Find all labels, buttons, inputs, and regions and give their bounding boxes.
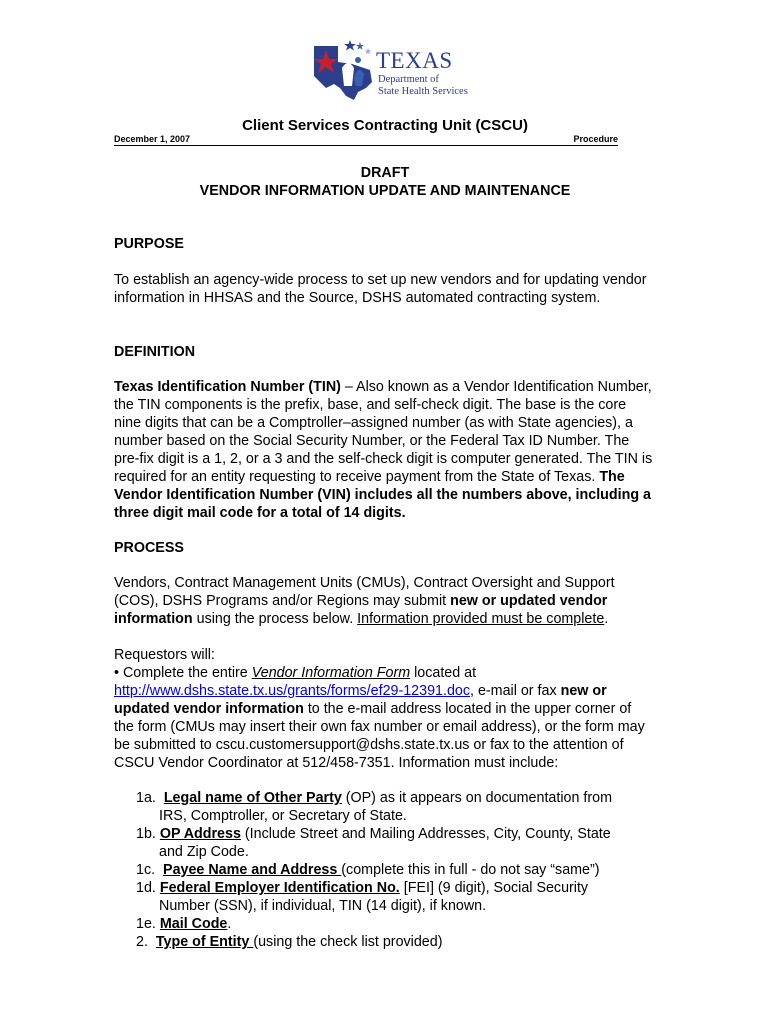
list-item: 1d. Federal Employer Identification No. [FEI] (9 digit), Social Security Number (SSN), if individual, TIN (14 digit), if known.	[136, 880, 589, 914]
purpose-heading: PURPOSE	[114, 236, 184, 252]
definition-heading: DEFINITION	[114, 344, 196, 360]
list-item: 1c. Payee Name and Address (complete this in full - do not say “same”)	[136, 862, 600, 878]
form-link[interactable]: http://www.dshs.state.tx.us/grants/forms/ef29-12391.doc	[114, 683, 471, 699]
list-item: 1a. Legal name of Other Party (OP) as it appears on documentation from IRS, Comptroller, or Secretary of State.	[136, 790, 612, 824]
requestors-label: Requestors will:	[114, 647, 215, 663]
process-heading: PROCESS	[114, 540, 184, 556]
header-date: December 1, 2007	[114, 134, 191, 144]
draft-label: DRAFT	[360, 165, 410, 181]
form-name: Vendor Information Form	[251, 665, 411, 681]
document-title: VENDOR INFORMATION UPDATE AND MAINTENANCE	[199, 183, 571, 199]
requestor-bullet: • Complete the entire Vendor Information Form located at http://www.dshs.state.tx.us/grants/forms/ef29-12391.doc, e-mail or fax new or updated vendor information to the e-mail address located in the upper corner of the form (CMUs may insert their own fax number or email address), or the form may be submitted to cscu.customersupport@dshs.state.tx.us or fax to the attention of CSCU Vendor Coordinator at 512/458-7351. Information must include:	[114, 665, 645, 771]
process-intro: Vendors, Contract Management Units (CMUs), Contract Oversight and Support (COS), DSHS Programs and/or Regions may submit new or updated vendor information using the process below. Information provided must be complete.	[114, 575, 615, 627]
definition-text: Texas Identification Number (TIN) – Also known as a Vendor Identification Number, the TIN components is the prefix, base, and self-check digit. The base is the core nine digits that can be a Comptroller–assigned number (as with State agencies), a number based on the Social Security Number, or the Federal Tax ID Number. The pre-fix digit is a 1, 2, or a 3 and the self-check digit is computer generated. The TIN is required for an entity requesting to receive payment from the State of Texas. The Vendor Identification Number (VIN) includes all the numbers above, including a three digit mail code for a total of 14 digits.	[114, 379, 653, 521]
purpose-text: To establish an agency-wide process to set up new vendors and for updating vendor information in HHSAS and the Source, DSHS automated contracting system.	[114, 272, 647, 306]
dshs-logo	[312, 38, 472, 104]
list-item: 1e. Mail Code.	[136, 916, 232, 932]
logo-wordmark: TEXAS	[376, 48, 453, 73]
texas-map-icon	[312, 38, 376, 104]
logo-subtitle: Department of State Health Services	[378, 74, 468, 97]
header-rule	[114, 134, 618, 146]
list-item: 1b. OP Address (Include Street and Mailing Addresses, City, County, State and Zip Code.	[136, 826, 611, 860]
list-item: 2. Type of Entity (using the check list provided)	[136, 934, 443, 950]
unit-title: Client Services Contracting Unit (CSCU)	[242, 117, 528, 134]
header-type: Procedure	[573, 134, 618, 144]
